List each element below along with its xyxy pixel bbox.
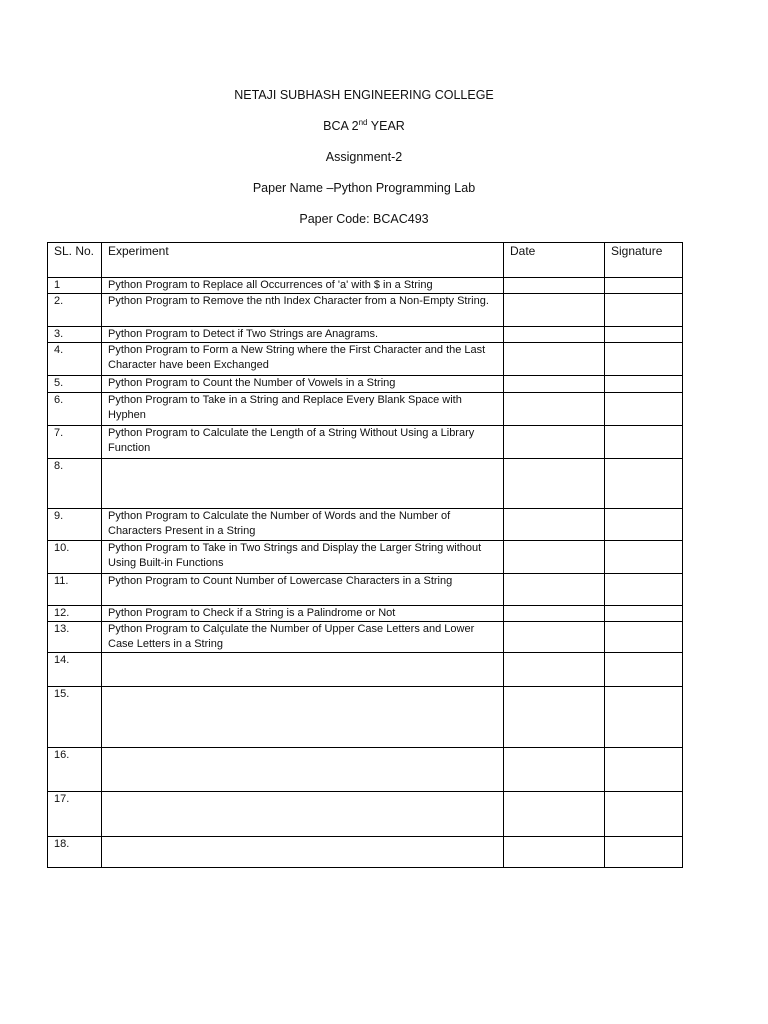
- table-row: [48, 294, 683, 327]
- column-header-sl-no: SL. No.: [48, 243, 102, 278]
- experiment-cell: Python Program to Calculate the Length of a String Without Using a Library Function: [102, 426, 504, 459]
- table-row: [48, 509, 683, 541]
- signature-cell: [605, 376, 683, 393]
- date-cell: [504, 541, 605, 574]
- table-row: [48, 541, 683, 574]
- signature-cell: [605, 393, 683, 426]
- date-cell: [504, 426, 605, 459]
- experiment-cell: Python Program to Calculate the Number of Words and the Number of Characters Present in a String: [102, 509, 504, 541]
- table-row: [48, 278, 683, 294]
- signature-cell: [605, 278, 683, 294]
- experiment-cell: [102, 687, 504, 748]
- sl-cell: 6.: [48, 393, 102, 426]
- course-year: [0, 119, 728, 133]
- experiment-cell: Python Program to Remove the nth Index Character from a Non-Empty String.: [102, 294, 504, 327]
- sl-cell: 3.: [48, 327, 102, 343]
- signature-cell: [605, 574, 683, 606]
- date-cell: [504, 606, 605, 622]
- date-cell: [504, 376, 605, 393]
- column-header-date: Date: [504, 243, 605, 278]
- signature-cell: [605, 687, 683, 748]
- experiment-cell: Python Program to Calçulate the Number of Upper Case Letters and Lower Case Letters in a String: [102, 622, 504, 653]
- table-row: [48, 327, 683, 343]
- experiment-cell: Python Program to Count the Number of Vowels in a String: [102, 376, 504, 393]
- sl-cell: 4.: [48, 343, 102, 376]
- sl-cell: 15.: [48, 687, 102, 748]
- table-row: [48, 653, 683, 687]
- signature-cell: [605, 653, 683, 687]
- date-cell: [504, 294, 605, 327]
- table-header-row: [48, 243, 683, 278]
- date-cell: [504, 653, 605, 687]
- table-row: [48, 393, 683, 426]
- experiment-cell: Python Program to Check if a String is a Palindrome or Not: [102, 606, 504, 622]
- sl-cell: 9.: [48, 509, 102, 541]
- experiment-cell: Python Program to Detect if Two Strings are Anagrams.: [102, 327, 504, 343]
- course-prefix: BCA 2: [323, 119, 359, 133]
- sl-cell: 14.: [48, 653, 102, 687]
- date-cell: [504, 622, 605, 653]
- paper-name: Paper Name –Python Programming Lab: [252, 181, 476, 195]
- table-body: [48, 278, 683, 868]
- signature-cell: [605, 622, 683, 653]
- experiment-cell: [102, 748, 504, 792]
- assignment-title: Assignment-2: [325, 150, 403, 164]
- table-row: [48, 606, 683, 622]
- table-row: [48, 837, 683, 868]
- experiment-cell: Python Program to Take in Two Strings and Display the Larger String without Using Built-in Functions: [102, 541, 504, 574]
- signature-cell: [605, 541, 683, 574]
- table-row: [48, 459, 683, 509]
- date-cell: [504, 278, 605, 294]
- course-ordinal-suffix: nd: [358, 118, 368, 127]
- signature-cell: [605, 294, 683, 327]
- date-cell: [504, 343, 605, 376]
- sl-cell: 18.: [48, 837, 102, 868]
- date-cell: [504, 574, 605, 606]
- date-cell: [504, 837, 605, 868]
- date-cell: [504, 393, 605, 426]
- signature-cell: [605, 327, 683, 343]
- date-cell: [504, 509, 605, 541]
- column-header-experiment: Experiment: [102, 243, 504, 278]
- date-cell: [504, 792, 605, 837]
- experiment-cell: Python Program to Count Number of Lowercase Characters in a String: [102, 574, 504, 606]
- paper-code: Paper Code: BCAC493: [299, 212, 429, 226]
- experiment-cell: Python Program to Replace all Occurrences of 'a' with $ in a String: [102, 278, 504, 294]
- column-header-signature: Signature: [605, 243, 683, 278]
- signature-cell: [605, 459, 683, 509]
- sl-cell: 16.: [48, 748, 102, 792]
- sl-cell: 17.: [48, 792, 102, 837]
- signature-cell: [605, 748, 683, 792]
- signature-cell: [605, 792, 683, 837]
- date-cell: [504, 748, 605, 792]
- sl-cell: 8.: [48, 459, 102, 509]
- college-name: NETAJI SUBHASH ENGINEERING COLLEGE: [234, 88, 494, 102]
- signature-cell: [605, 606, 683, 622]
- table-row: [48, 574, 683, 606]
- signature-cell: [605, 426, 683, 459]
- date-cell: [504, 459, 605, 509]
- table-row: [48, 343, 683, 376]
- sl-cell: 1: [48, 278, 102, 294]
- experiment-cell: [102, 653, 504, 687]
- table-row: [48, 748, 683, 792]
- signature-cell: [605, 509, 683, 541]
- sl-cell: 10.: [48, 541, 102, 574]
- sl-cell: 13.: [48, 622, 102, 653]
- experiment-table: [47, 242, 683, 868]
- table-row: [48, 376, 683, 393]
- signature-cell: [605, 343, 683, 376]
- table-row: [48, 426, 683, 459]
- sl-cell: 12.: [48, 606, 102, 622]
- date-cell: [504, 687, 605, 748]
- table-row: [48, 687, 683, 748]
- sl-cell: 7.: [48, 426, 102, 459]
- table-row: [48, 792, 683, 837]
- experiment-cell: [102, 459, 504, 509]
- experiment-cell: [102, 837, 504, 868]
- signature-cell: [605, 837, 683, 868]
- course-suffix: YEAR: [367, 119, 405, 133]
- experiment-cell: [102, 792, 504, 837]
- table-row: [48, 622, 683, 653]
- sl-cell: 2.: [48, 294, 102, 327]
- sl-cell: 5.: [48, 376, 102, 393]
- sl-cell: 11.: [48, 574, 102, 606]
- date-cell: [504, 327, 605, 343]
- experiment-cell: Python Program to Take in a String and Replace Every Blank Space with Hyphen: [102, 393, 504, 426]
- experiment-cell: Python Program to Form a New String where the First Character and the Last Character have been Exchanged: [102, 343, 504, 376]
